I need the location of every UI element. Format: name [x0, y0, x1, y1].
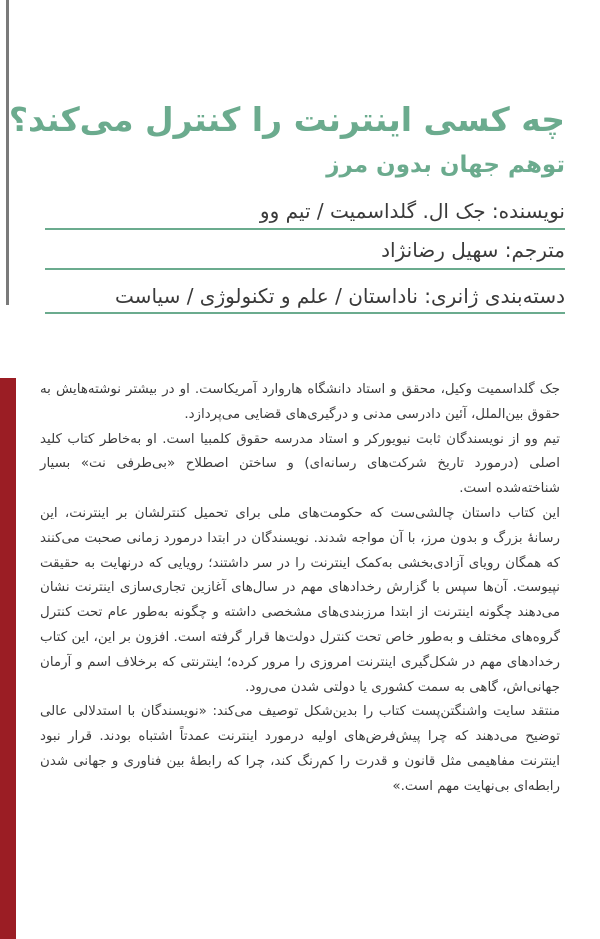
book-title: چه کسی اینترنت را کنترل می‌کند؟ [8, 100, 565, 139]
translator-line: مترجم: سهیل رضانژاد [381, 238, 565, 262]
genre-underline [45, 312, 565, 314]
author-underline [45, 228, 565, 230]
book-subtitle: توهم جهان بدون مرز [326, 152, 565, 178]
paragraph-review: منتقد سایت واشنگتن‌پست کتاب را بدین‌شکل توصیف می‌کند: «نویسندگان با استدلالی عالی توضیح می‌دهند که چرا پیش‌فرض‌های اولیه درمورد اینترنت عمدتاً اشتباه بودند. قرار نبود اینترنت مفاهیمی مثل قانون و قدرت را کم‌رنگ کند، چرا که رابطهٔ بین فناوری و جهانی شدن رابطه‌ای بی‌نهایت مهم است.» [40, 704, 560, 794]
book-description [40, 378, 560, 800]
paragraph-summary: این کتاب داستان چالشی‌ست که حکومت‌های ملی برای تحمیل کنترلشان بر اینترنت، این رسانهٔ بزرگ و بدون مرز، با آن مواجه شدند. نویسندگان در ابتدا درمورد زمانی صحبت می‌کنند که همگان رویای آزادی‌بخشی به‌کمک اینترنت را در سر داشتند؛ رویایی که درنهایت به حقیقت نپیوست. آن‌ها سپس با گزارش رخدادهای مهم در سال‌های آغازین تجاری‌سازی اینترنت نشان می‌دهند چگونه اینترنت از ابتدا مرزبندی‌های مشخصی داشته و چگونه به‌طور عام تحت کنترل گروه‌های مختلف و به‌طور خاص تحت کنترل دولت‌ها قرار گرفته است. افزون بر این، این کتاب رخدادهای مهم در شکل‌گیری اینترنت امروزی را مرور کرده؛ اینترنتی که برخلاف اسم و آرمان جهانی‌اش، گاهی به سمت کشوری یا دولتی شدن می‌رود. [40, 505, 560, 695]
left-margin-rule [6, 0, 9, 305]
paragraph-author-1: جک گلداسمیت وکیل، محقق و استاد دانشگاه هاروارد آمریکاست. او در بیشتر نوشته‌هایش به حقوق بین‌الملل، آئین دادرسی مدنی و درگیری‌های قضایی می‌پردازد. [40, 382, 560, 422]
side-color-tab [0, 378, 16, 939]
translator-underline [45, 268, 565, 270]
author-line: نویسنده: جک ال. گلداسمیت / تیم وو [259, 199, 565, 223]
genre-line: دسته‌بندی ژانری: ناداستان / علم و تکنولوژی / سیاست [115, 284, 565, 308]
paragraph-author-2: تیم وو از نویسندگان ثابت نیویورکر و استاد مدرسه حقوق کلمبیا است. او به‌خاطر کتاب کلید اصلی (درمورد تاریخ شرکت‌های رسانه‌ای) و ساختن اصطلاح «بی‌طرفی نت» بسیار شناخته‌شده است. [40, 431, 560, 497]
